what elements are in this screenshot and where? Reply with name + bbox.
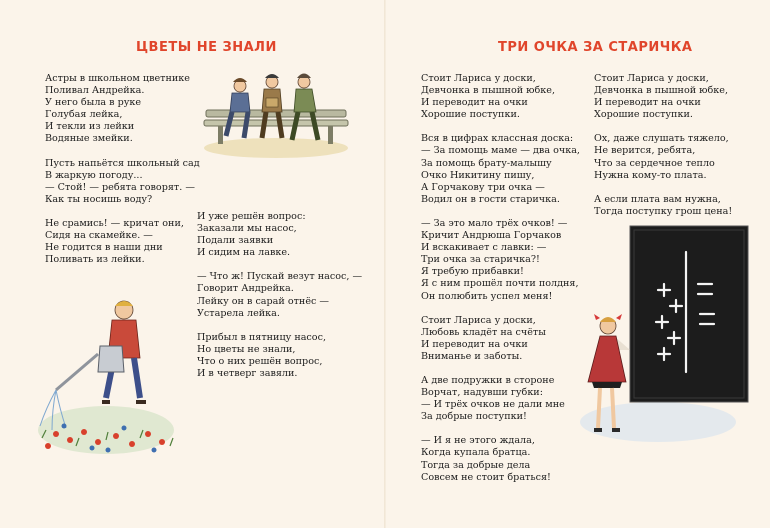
stanza — [594, 73, 732, 121]
poem-line: Хорошие поступки. — [594, 109, 693, 121]
poem-column-right-2 — [594, 73, 732, 230]
poem-line: Что за сердечное тепло — [594, 157, 715, 169]
book-gutter — [384, 0, 386, 528]
poem-line: Голубая лейка, — [45, 109, 123, 121]
poem-line: Кричит Андрюша Горчаков — [421, 230, 562, 242]
poem-line: Но цветы не знали, — [197, 343, 296, 355]
poem-line: — За помощь маме — два очка, — [421, 145, 580, 157]
poem-line: И переводит на очки — [594, 97, 701, 109]
stanza — [197, 211, 362, 259]
poem-line: Вниманье и заботы. — [421, 350, 523, 362]
poem-title-flowers: ЦВЕТЫ НЕ ЗНАЛИ — [136, 40, 277, 55]
poem-line: Что о них решён вопрос, — [197, 355, 323, 367]
poem-line: Не срамись! — кричат они, — [45, 217, 184, 229]
poem-line: Поливать из лейки. — [45, 254, 145, 266]
poem-line: За добрые поступки! — [421, 411, 527, 423]
poem-line: Тогда поступку грош цена! — [594, 205, 733, 217]
poem-column-right-1 — [421, 73, 580, 496]
poem-line: Я с ним прошёл почти полдня, — [421, 278, 579, 290]
poem-line: Не верится, ребята, — [594, 145, 696, 157]
poem-line: А Горчакову три очка — — [421, 181, 545, 193]
poem-line: И переводит на очки — [421, 338, 528, 350]
poem-line: Он полюбить успел меня! — [421, 290, 553, 302]
poem-line: Прибыл в пятницу насос, — [197, 331, 327, 343]
poem-line: Любовь кладёт на счёты — [421, 326, 546, 338]
poem-line: — И трёх очков не дали мне — [421, 399, 565, 411]
poem-line: И текли из лейки — [45, 121, 135, 133]
poem-line: Астры в школьном цветнике — [45, 73, 190, 84]
poem-line: Очко Никитину пишу, — [421, 169, 535, 181]
stanza — [45, 73, 200, 146]
poem-line: И в четверг завяли. — [197, 368, 298, 380]
poem-column-left-2 — [197, 211, 362, 392]
poem-line: Не годится в наши дни — [45, 242, 163, 254]
poem-line: И сидим на лавке. — [197, 247, 291, 259]
poem-line: Стоит Лариса у доски, — [421, 73, 536, 84]
poem-line: Ворчат, надувши губки: — [421, 387, 543, 399]
stanza — [421, 435, 580, 483]
poem-line: А две подружки в стороне — [421, 374, 555, 386]
poem-line: В жаркую погоду... — [45, 169, 143, 181]
poem-line: Девчонка в пышной юбке, — [421, 85, 556, 97]
poem-line: — Что ж! Пускай везут насос, — — [197, 271, 363, 283]
poem-line: Совсем не стоит браться! — [421, 471, 551, 483]
poem-line: Девчонка в пышной юбке, — [594, 85, 729, 97]
poem-line: Устарела лейка. — [197, 307, 280, 319]
poem-line: И вскакивает с лавки: — — [421, 242, 547, 254]
poem-line: Поливал Андрейка. — [45, 85, 145, 97]
poem-line: Заказали мы насос, — [197, 223, 297, 235]
poem-line: И переводит на очки — [421, 97, 528, 109]
poem-line: Хорошие поступки. — [421, 109, 520, 121]
poem-line: Тогда за добрые дела — [421, 459, 531, 471]
stanza — [421, 73, 580, 121]
poem-line: Водяные змейки. — [45, 133, 133, 145]
poem-line: Лейку он в сарай отнёс — — [197, 295, 330, 307]
poem-line: Вся в цифрах классная доска: — [421, 133, 574, 145]
stanza — [197, 332, 362, 380]
poem-column-left-1 — [45, 73, 200, 278]
poem-line: Стоит Лариса у доски, — [594, 73, 709, 84]
stanza — [421, 315, 580, 363]
poem-line: Нужна кому-то плата. — [594, 169, 707, 181]
stanza — [594, 133, 732, 181]
poem-line: Ох, даже слушать тяжело, — [594, 133, 729, 145]
poem-line: — И я не этого ждала, — [421, 435, 535, 447]
poem-line: Стоит Лариса у доски, — [421, 314, 536, 326]
stanza — [594, 194, 732, 218]
poem-line: — Стой! — ребята говорят. — — [45, 181, 195, 193]
stanza — [45, 158, 200, 206]
stanza — [421, 218, 580, 303]
poem-line: Пусть напьётся школьный сад — [45, 157, 200, 169]
poem-line: Я требую прибавки! — [421, 266, 524, 278]
stanza — [197, 271, 362, 319]
poem-title-three-points: ТРИ ОЧКА ЗА СТАРИЧКА — [498, 40, 693, 55]
poem-line: Когда купала братца. — [421, 447, 531, 459]
girl-at-blackboard-illustration — [578, 222, 754, 456]
poem-line: И уже решён вопрос: — [197, 211, 306, 222]
poem-line: Сидя на скамейке. — — [45, 230, 153, 242]
stanza — [45, 218, 200, 266]
boys-on-bench-illustration — [196, 66, 356, 162]
poem-line: Три очка за старичка?! — [421, 254, 540, 266]
poem-line: За помощь брату-малышу — [421, 157, 552, 169]
poem-line: Говорит Андрейка. — [197, 283, 294, 295]
boy-watering-flowers-illustration — [36, 298, 188, 458]
poem-line: — За это мало трёх очков! — — [421, 217, 568, 229]
poem-line: У него была в руке — [45, 97, 142, 109]
stanza — [421, 375, 580, 423]
stanza — [421, 133, 580, 206]
poem-line: Водил он в гости старичка. — [421, 193, 560, 205]
poem-line: Подали заявки — [197, 235, 274, 247]
poem-line: Как ты носишь воду? — [45, 193, 153, 205]
poem-line: А если плата вам нужна, — [594, 193, 721, 205]
